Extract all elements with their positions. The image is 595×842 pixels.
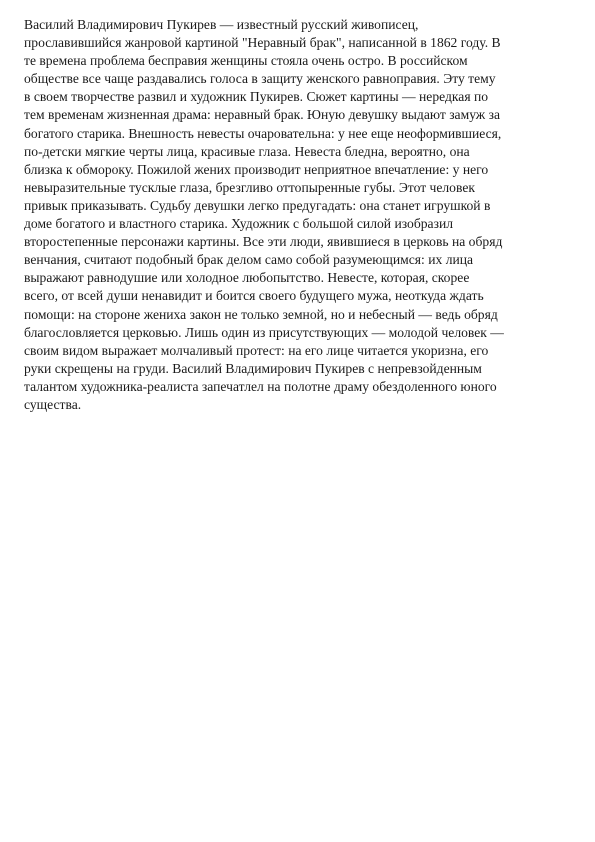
text-line: помощи: на стороне жениха закон не только земной, но и небесный — ведь обряд [24, 306, 498, 322]
text-line: прославившийся жанровой картиной "Неравный брак", написанной в 1862 году. В [24, 35, 501, 51]
text-line: второстепенные персонажи картины. Все эти люди, явившиеся в церковь на обряд [24, 234, 503, 250]
text-line: доме богатого и властного старика. Художник с большой силой изобразил [24, 216, 453, 232]
text-line: те времена проблема бесправия женщины стояла очень остро. В российском [24, 53, 468, 69]
text-line: благословляется церковью. Лишь один из присутствующих — молодой человек — [24, 324, 504, 340]
text-line: привык приказывать. Судьбу девушки легко предугадать: она станет игрушкой в [24, 197, 491, 213]
text-line: в своем творчестве развил и художник Пукирев. Сюжет картины — нередкая по [24, 89, 489, 105]
text-line: невыразительные тусклые глаза, брезгливо оттопыренные губы. Этот человек [24, 179, 475, 195]
text-line: тем временам жизненная драма: неравный брак. Юную девушку выдают замуж за [24, 107, 501, 123]
text-line: своим видом выражает молчаливый протест: на его лице читается укоризна, его [24, 342, 489, 358]
text-line: богатого старика. Внешность невесты очаровательна: у нее еще неоформившиеся, [24, 125, 502, 141]
text-line: обществе все чаще раздавались голоса в защиту женского равноправия. Эту тему [24, 71, 496, 87]
text-line: венчания, считают подобный брак делом само собой разумеющимся: их лица [24, 252, 474, 268]
text-line: по-детски мягкие черты лица, красивые глаза. Невеста бледна, вероятно, она [24, 143, 470, 159]
text-line: Василий Владимирович Пукирев — известный русский живописец, [24, 17, 419, 32]
text-line: всего, от всей души ненавидит и боится своего будущего мужа, неоткуда ждать [24, 288, 484, 304]
text-line: близка к обмороку. Пожилой жених производит неприятное впечатление: у него [24, 161, 489, 177]
text-line: выражают равнодушие или холодное любопытство. Невесте, которая, скорее [24, 270, 470, 286]
text-line: талантом художника-реалиста запечатлел на полотне драму обездоленного юного [24, 378, 497, 394]
text-line: существа. [24, 396, 82, 412]
body-paragraph [24, 16, 584, 414]
text-line: руки скрещены на груди. Василий Владимирович Пукирев с непревзойденным [24, 360, 482, 376]
